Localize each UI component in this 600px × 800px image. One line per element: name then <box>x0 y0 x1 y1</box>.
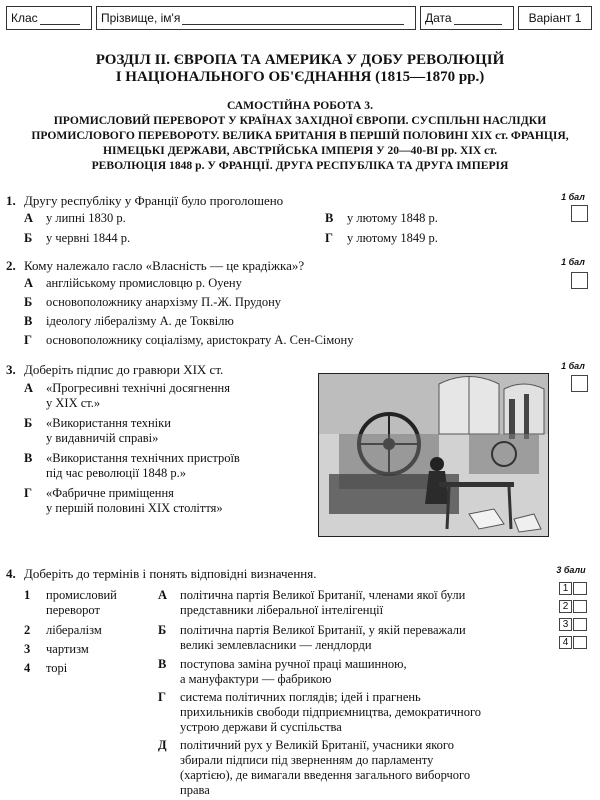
header-bar <box>6 6 592 32</box>
answer-num-2: 2 <box>559 600 572 613</box>
term-number: 3 <box>24 642 31 656</box>
option-v[interactable] <box>325 211 525 226</box>
term-1 <box>24 588 154 618</box>
option-letter: Г <box>24 333 32 347</box>
score-label: 1 бал <box>561 192 585 202</box>
section-title-line-2: І НАЦІОНАЛЬНОГО ОБ'ЄДНАННЯ (1815—1870 рр.) <box>115 69 485 85</box>
subtitle-line-3: ПРОМИСЛОВОГО ПЕРЕВОРОТУ. ВЕЛИКА БРИТАНІЯ В ПЕРШІЙ ПОЛОВИНІ XIX ст. ФРАНЦІЯ, <box>31 129 569 142</box>
option-a[interactable] <box>24 276 504 291</box>
term-text: чартизм <box>46 642 89 656</box>
question-number: 4. <box>6 566 16 581</box>
option-text: у червні 1844 р. <box>46 231 131 245</box>
term-text: промисловий переворот <box>46 588 117 617</box>
definition-a <box>158 588 548 618</box>
question-3 <box>0 362 310 378</box>
question-1 <box>0 193 600 209</box>
question-text: Другу республіку у Франції було проголошено <box>24 193 284 208</box>
question-2 <box>0 258 600 274</box>
answer-cell-1[interactable] <box>573 582 587 595</box>
score-label: 3 бали <box>556 565 586 575</box>
definition-letter: В <box>158 657 167 671</box>
option-letter: В <box>24 314 33 328</box>
question-number: 1. <box>6 193 16 208</box>
score-label: 1 бал <box>561 257 585 267</box>
date-field[interactable] <box>420 6 514 30</box>
engraving-image <box>318 373 549 537</box>
definition-g <box>158 690 548 735</box>
term-number: 4 <box>24 661 31 675</box>
term-3 <box>24 642 154 657</box>
definition-text: система політичних поглядів; ідей і прагнень прихильників свободи підприємництва, демократичного устрою держави й суспільства <box>180 690 482 734</box>
definition-text: політична партія Великої Британії, членами якої були представники ліберальної інтелігенції <box>180 588 466 617</box>
question-text: Кому належало гасло «Власність — це крадіжка»? <box>24 258 305 273</box>
option-g[interactable] <box>325 231 525 246</box>
definition-text: політичний рух у Великій Британії, учасники якого збирали підписи під зверненням до парламенту (хартією), де вимагали введення загального виборчого права <box>180 738 471 797</box>
answer-cell-4[interactable] <box>573 636 587 649</box>
date-label: Дата <box>425 11 452 25</box>
option-v[interactable] <box>24 451 314 481</box>
work-subtitle <box>20 98 580 173</box>
term-number: 2 <box>24 623 31 637</box>
option-text: «Прогресивні технічні досягнення у XIX ст.» <box>46 381 230 410</box>
option-text: «Використання технічних пристроїв під час революції 1848 р.» <box>46 451 240 480</box>
question-text: Доберіть підпис до гравюри XIX ст. <box>24 362 224 377</box>
question-text: Доберіть до термінів і понять відповідні визначення. <box>24 566 317 581</box>
definition-letter: Г <box>158 690 166 704</box>
option-text: у лютому 1848 р. <box>347 211 438 225</box>
answer-num-4: 4 <box>559 636 572 649</box>
section-title-line-1: РОЗДІЛ ІІ. ЄВРОПА ТА АМЕРИКА У ДОБУ РЕВОЛЮЦІЙ <box>95 52 505 68</box>
question-4 <box>0 566 560 582</box>
option-b[interactable] <box>24 416 314 446</box>
option-a[interactable] <box>24 381 314 411</box>
option-g[interactable] <box>24 333 504 348</box>
option-letter: Б <box>24 231 33 245</box>
option-letter: Б <box>24 295 33 309</box>
option-a[interactable] <box>24 211 284 226</box>
term-text: лібералізм <box>46 623 102 637</box>
score-label: 1 бал <box>561 361 585 371</box>
option-text: англійському промисловцю р. Оуену <box>46 276 242 290</box>
option-text: ідеологу лібералізму А. де Токвілю <box>46 314 234 328</box>
term-4 <box>24 661 154 676</box>
option-text: у лютому 1849 р. <box>347 231 438 245</box>
name-label: Прізвище, ім'я <box>101 11 181 25</box>
option-text: основоположнику анархізму П.-Ж. Прудону <box>46 295 282 309</box>
answer-box[interactable] <box>571 205 588 222</box>
option-letter: Г <box>325 231 333 245</box>
option-v[interactable] <box>24 314 504 329</box>
variant-label: Варіант 1 <box>528 11 582 25</box>
definition-d <box>158 738 548 798</box>
question-number: 2. <box>6 258 16 273</box>
answer-cell-3[interactable] <box>573 618 587 631</box>
answer-num-1: 1 <box>559 582 572 595</box>
option-letter: А <box>24 211 34 225</box>
answer-num-3: 3 <box>559 618 572 631</box>
question-number: 3. <box>6 362 16 377</box>
section-title <box>0 52 600 86</box>
option-b[interactable] <box>24 295 504 310</box>
option-letter: В <box>325 211 334 225</box>
definition-letter: Д <box>158 738 167 752</box>
class-field[interactable] <box>6 6 92 30</box>
subtitle-line-5: РЕВОЛЮЦІЯ 1848 р. У ФРАНЦІЇ. ДРУГА РЕСПУБЛІКА ТА ДРУГА ІМПЕРІЯ <box>91 159 509 172</box>
class-label: Клас <box>11 11 38 25</box>
option-letter: А <box>24 276 34 290</box>
definition-text: поступова заміна ручної праці машинною, а мануфактури — фабрикою <box>180 657 407 686</box>
option-letter: А <box>24 381 34 395</box>
option-text: основоположнику соціалізму, аристократу А. Сен-Сімону <box>46 333 354 347</box>
definition-b <box>158 623 548 653</box>
definition-letter: А <box>158 588 168 602</box>
option-g[interactable] <box>24 486 314 516</box>
definition-letter: Б <box>158 623 167 637</box>
factory-engraving-drawing <box>319 374 548 536</box>
definition-v <box>158 657 548 687</box>
term-number: 1 <box>24 588 31 602</box>
subtitle-line-1: САМОСТІЙНА РОБОТА 3. <box>227 99 373 112</box>
answer-box[interactable] <box>571 272 588 289</box>
answer-box[interactable] <box>571 375 588 392</box>
name-field[interactable] <box>96 6 416 30</box>
option-text: «Фабричне приміщення у першій половині XIX століття» <box>46 486 223 515</box>
option-text: «Використання техніки у видавничій справі» <box>46 416 171 445</box>
subtitle-line-4: НІМЕЦЬКІ ДЕРЖАВИ, АВСТРІЙСЬКА ІМПЕРІЯ У 20—40-ВІ рр. XIX ст. <box>103 144 497 157</box>
term-text: торі <box>46 661 68 675</box>
option-text: у липні 1830 р. <box>46 211 126 225</box>
subtitle-line-2: ПРОМИСЛОВИЙ ПЕРЕВОРОТ У КРАЇНАХ ЗАХІДНОЇ ЄВРОПИ. СУСПІЛЬНІ НАСЛІДКИ <box>53 114 547 127</box>
option-letter: Г <box>24 486 32 500</box>
option-letter: В <box>24 451 33 465</box>
answer-cell-2[interactable] <box>573 600 587 613</box>
option-letter: Б <box>24 416 33 430</box>
option-b[interactable] <box>24 231 284 246</box>
term-2 <box>24 623 154 638</box>
definition-text: політична партія Великої Британії, у якій переважали великі землевласники — лендлорди <box>180 623 466 652</box>
variant-box <box>518 6 592 30</box>
